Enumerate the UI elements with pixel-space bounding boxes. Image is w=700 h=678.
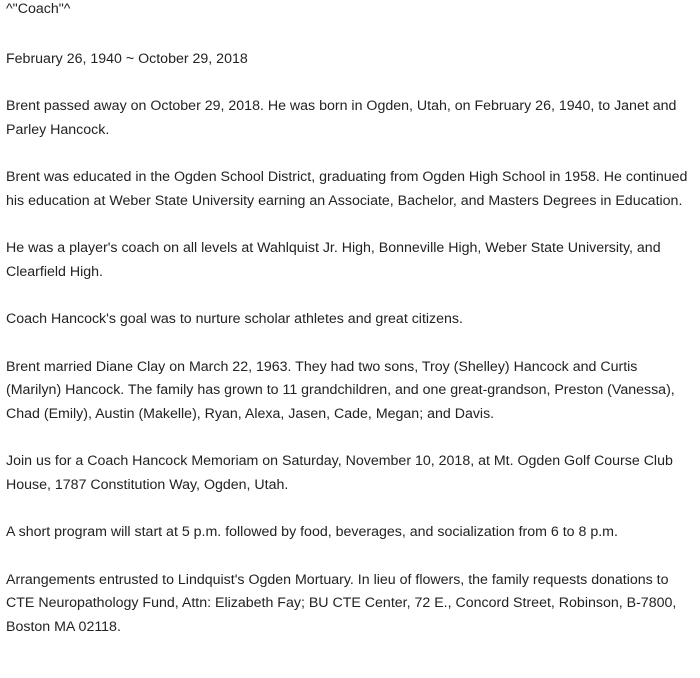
paragraph-program: A short program will start at 5 p.m. followed by food, beverages, and socialization from 6 to 8 p.m. (6, 524, 618, 540)
obituary-title: ^"Coach"^ (6, 1, 71, 17)
paragraph-goal: Coach Hancock's goal was to nurture scholar athletes and great citizens. (6, 311, 463, 327)
life-dates: February 26, 1940 ~ October 29, 2018 (6, 50, 248, 67)
paragraph-education: Brent was educated in the Ogden School District, graduating from Ogden High School in 1958. He continued his education at Weber State University earning an Associate, Bachelor, and Masters Degrees in Education. (6, 169, 688, 209)
paragraph-coaching: He was a player's coach on all levels at Wahlquist Jr. High, Bonneville High, Weber State University, and Clearfield High. (6, 240, 661, 280)
paragraph-passing: Brent passed away on October 29, 2018. He was born in Ogden, Utah, on February 26, 1940, to Janet and Parley Hancock. (6, 98, 677, 138)
paragraph-family: Brent married Diane Clay on March 22, 1963. They had two sons, Troy (Shelley) Hancock and Curtis (Marilyn) Hancock. The family has grown to 11 grandchildren, and one great-grandson, Preston (Vanessa), Chad (Emily), Austin (Makelle), Ryan, Alexa, Jasen, Cade, Megan; and Davis. (6, 358, 675, 422)
paragraph-memoriam: Join us for a Coach Hancock Memoriam on Saturday, November 10, 2018, at Mt. Ogden Golf Course Club House, 1787 Constitution Way, Ogden, Utah. (6, 453, 673, 493)
paragraph-arrangements: Arrangements entrusted to Lindquist's Ogden Mortuary. In lieu of flowers, the family requests donations to CTE Neuropathology Fund, Attn: Elizabeth Fay; BU CTE Center, 72 E., Concord Street, Robinson, B-7800, Boston MA 02118. (6, 571, 677, 635)
